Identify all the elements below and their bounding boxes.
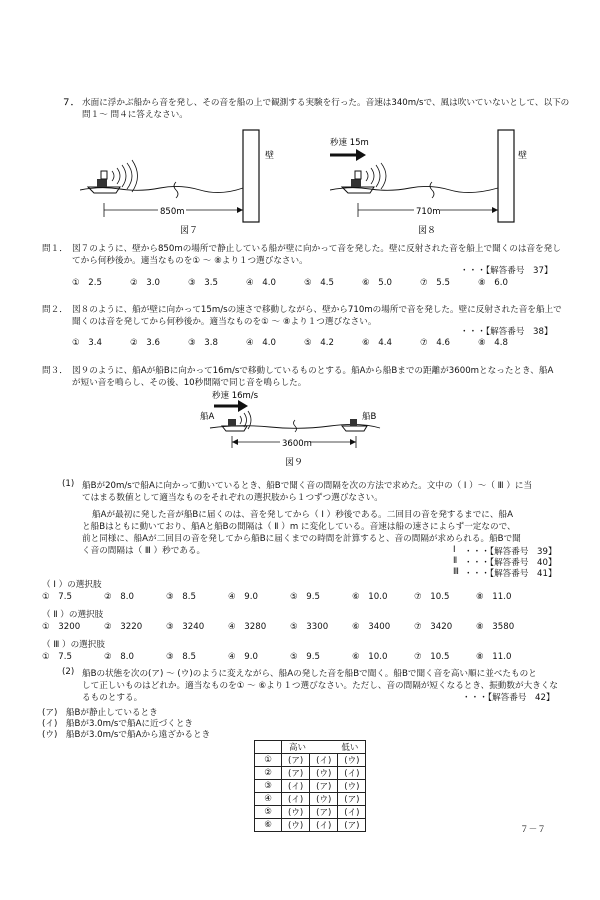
opt1-choice[interactable]: ⑥ 10.0 [352, 592, 388, 602]
opt1-choice[interactable]: ③ 8.5 [166, 592, 196, 602]
table-row[interactable] [255, 754, 366, 767]
table-cell: (イ) [282, 793, 310, 806]
opt3-choice[interactable]: ⑧ 11.0 [476, 652, 512, 662]
fig7-wall-label: 壁 [265, 151, 275, 161]
sub1-line2: てはまる数値として適当なものをそれぞれの選択肢から１つずつ選びなさい。 [82, 493, 383, 503]
q1-choices [72, 276, 562, 288]
table-cell: (ウ) [282, 806, 310, 819]
figure-7 [80, 125, 290, 235]
sub1-box-line3: 前と同様に、船Aが二回目の音を発してから船Bに届くまでの時間を計算すると、音の間隔が求められる。船Bで聞 [82, 534, 521, 544]
opt3-title: （ Ⅲ ）の選択肢 [42, 640, 105, 650]
sub2-label: (2) [62, 667, 75, 677]
q1-choice[interactable]: ⑧ 6.0 [478, 278, 508, 288]
fig8-wall-label: 壁 [518, 151, 528, 161]
table-cell: (ア) [338, 793, 366, 806]
ans1-label: Ⅰ [453, 545, 456, 555]
opt1-choice[interactable]: ① 7.5 [42, 592, 72, 602]
fig9-speed-label: 秒速 16m/s [212, 391, 259, 401]
q1-choice[interactable]: ④ 4.0 [246, 278, 276, 288]
q1-choice[interactable]: ① 2.5 [72, 278, 102, 288]
q2-choice[interactable]: ① 3.4 [72, 338, 102, 348]
opt3-choice[interactable]: ⑤ 9.5 [290, 652, 320, 662]
q1-choice[interactable]: ② 3.0 [130, 278, 160, 288]
q2-choice[interactable]: ④ 4.0 [246, 338, 276, 348]
opt2-choice[interactable]: ① 3200 [42, 622, 81, 632]
opt1-choice[interactable]: ② 8.0 [104, 592, 134, 602]
q1-line2: てから何秒後か。適当なものを① ～ ⑧より１つ選びなさい。 [72, 256, 308, 266]
opt1-choice[interactable]: ⑧ 11.0 [476, 592, 512, 602]
opt2-choice[interactable]: ③ 3240 [166, 622, 205, 632]
opt2-choices [42, 620, 562, 632]
table-row[interactable] [255, 767, 366, 780]
fig9-ship-b-label: 船B [362, 412, 377, 422]
fig8-speed-label: 秒速 15m [330, 138, 369, 148]
sub1-box-line4: く音の間隔は（ Ⅲ ）秒である。 [82, 546, 206, 556]
opt3-choice[interactable]: ⑥ 10.0 [352, 652, 388, 662]
q3-line1: 図９のように、船Aが船Bに向かって16m/sで移動しているものとする。船Aから船Bまでの距離が3600mとなったとき、船A [72, 366, 554, 376]
table-cell: ⑥ [255, 819, 282, 832]
q3-label: 問３． [42, 366, 68, 376]
fig7-distance-label: 850m [160, 207, 185, 217]
table-header-blank [255, 741, 282, 754]
sub1-box-line2: と船Bはともに動いており、船Aと船Bの間隔は（ Ⅱ ）m に変化している。音速は船の速さによらず一定なので、 [82, 522, 516, 532]
sub2-line1: 船Bの状態を次の(ア) ～ (ウ)のように変えながら、船Aの発した音を船Bで聞く。船Bで聞く音を高い順に並べたものと [82, 669, 537, 679]
sub2-line3: るものとする。 [82, 693, 143, 703]
opt1-choice[interactable]: ⑤ 9.5 [290, 592, 320, 602]
sub1-box-line1: 船Aが最初に発した音が船Bに届くのは、音を発してから（ Ⅰ ）秒後である。二回目の音を発するまでに、船A [92, 510, 513, 520]
table-row[interactable] [255, 780, 366, 793]
table-row[interactable] [255, 806, 366, 819]
q2-choice[interactable]: ⑦ 4.6 [420, 338, 450, 348]
q2-choice[interactable]: ⑥ 4.4 [362, 338, 392, 348]
opt3-choice[interactable]: ③ 8.5 [166, 652, 196, 662]
opt1-title: （ Ⅰ ）の選択肢 [42, 580, 102, 590]
q1-choice[interactable]: ⑤ 4.5 [304, 278, 334, 288]
table-cell: (イ) [338, 806, 366, 819]
table-cell: (ア) [282, 767, 310, 780]
q2-choice[interactable]: ② 3.6 [130, 338, 160, 348]
table-cell: (ア) [310, 780, 338, 793]
q1-label: 問１． [42, 244, 68, 254]
table-header-high: 高い [288, 743, 306, 753]
table-cell: (ウ) [338, 780, 366, 793]
q1-choice[interactable]: ③ 3.5 [188, 278, 218, 288]
table-header-low: 低い [341, 743, 359, 753]
opt2-choice[interactable]: ④ 3280 [228, 622, 267, 632]
table-cell: (イ) [338, 767, 366, 780]
problem-intro-line2: 問１～ 問４に答えなさい。 [82, 110, 188, 120]
opt2-choice[interactable]: ⑦ 3420 [414, 622, 453, 632]
q2-choice[interactable]: ⑧ 4.8 [478, 338, 508, 348]
table-cell: (イ) [310, 754, 338, 767]
q2-choice[interactable]: ③ 3.8 [188, 338, 218, 348]
opt3-choice[interactable]: ④ 9.0 [228, 652, 258, 662]
q3-line2: が短い音を鳴らし、その後、10秒間隔で同じ音を鳴らした。 [72, 378, 307, 388]
figure-8 [330, 125, 540, 235]
sub2-item-b: (イ) 船Bが3.0m/sで船Aに近づくとき [42, 719, 194, 729]
table-cell: ⑤ [255, 806, 282, 819]
fig9-ship-a-label: 船A [200, 412, 215, 422]
table-cell: ① [255, 754, 282, 767]
table-header-row [255, 741, 366, 754]
q2-answer-number: ・・・【解答番号 38】 [460, 327, 553, 337]
table-row[interactable] [255, 819, 366, 832]
q2-choices [72, 336, 562, 348]
ans3-label: Ⅲ [453, 567, 459, 577]
table-cell: (ウ) [282, 819, 310, 832]
fig7-caption: 図７ [180, 226, 199, 235]
ans2-number: ・・・【解答番号 40】 [464, 558, 557, 568]
opt1-choice[interactable]: ④ 9.0 [228, 592, 258, 602]
opt2-title: （ Ⅱ ）の選択肢 [42, 610, 104, 620]
q1-choice[interactable]: ⑥ 5.0 [362, 278, 392, 288]
opt2-choice[interactable]: ⑥ 3400 [352, 622, 391, 632]
sub1-label: (1) [62, 479, 75, 489]
order-table-container [254, 740, 366, 832]
sub2-line2: して正しいものはどれか。適当なものを① ～ ⑥より１つ選びなさい。ただし、音の間隔が短くなるとき、振動数が大きくな [82, 681, 558, 691]
sub2-item-a: (ア) 船Bが静止しているとき [42, 708, 158, 718]
table-cell: (ア) [338, 819, 366, 832]
opt3-choice[interactable]: ① 7.5 [42, 652, 72, 662]
table-row[interactable] [255, 793, 366, 806]
table-cell: (イ) [282, 780, 310, 793]
q2-label: 問２． [42, 305, 68, 315]
fig8-caption: 図８ [418, 226, 437, 235]
opt3-choice[interactable]: ⑦ 10.5 [414, 652, 450, 662]
fig9-caption: 図９ [285, 458, 304, 468]
q2-line2: 聞くのは音を発してから何秒後か。適当なものを① ～ ⑧より１つ選びなさい。 [72, 317, 377, 327]
problem-number: ７． [62, 98, 80, 108]
opt3-choice[interactable]: ② 8.0 [104, 652, 134, 662]
opt3-choices [42, 650, 562, 662]
q1-line1: 図７のように、壁から850mの場所で静止している船が壁に向かって音を発した。壁に反射された音を船上で聞くのは音を発し [72, 244, 561, 254]
table-cell: ③ [255, 780, 282, 793]
table-cell: (ウ) [310, 793, 338, 806]
fig8-distance-label: 710m [416, 207, 441, 217]
q1-answer-number: ・・・【解答番号 37】 [460, 266, 553, 276]
table-header-order [282, 741, 366, 754]
opt1-choice[interactable]: ⑦ 10.5 [414, 592, 450, 602]
table-cell: (ウ) [338, 754, 366, 767]
ans3-number: ・・・【解答番号 41】 [464, 569, 557, 579]
page-number: ７－７ [520, 825, 546, 835]
sub1-line1: 船Bが20m/sで船Aに向かって動いているとき、船Bで聞く音の間隔を次の方法で求めた。文中の（ Ⅰ ）～（ Ⅲ ）に当 [82, 481, 533, 491]
table-cell: (ア) [282, 754, 310, 767]
q2-line1: 図８のように、船が壁に向かって15m/sの速さで移動しながら、壁から710mの場所で音を発した。壁に反射された音を船上で [72, 305, 562, 315]
fig9-distance-label: 3600m [282, 439, 312, 449]
order-table [254, 740, 366, 832]
sub2-answer-number: ・・・【解答番号 42】 [462, 693, 555, 703]
figure-9 [200, 386, 390, 468]
opt2-choice[interactable]: ② 3220 [104, 622, 143, 632]
opt1-choices [42, 590, 562, 602]
opt2-choice[interactable]: ⑤ 3300 [290, 622, 329, 632]
q2-choice[interactable]: ⑤ 4.2 [304, 338, 334, 348]
table-cell: (ア) [310, 806, 338, 819]
ans1-number: ・・・【解答番号 39】 [464, 547, 557, 557]
q1-choice[interactable]: ⑦ 5.5 [420, 278, 450, 288]
table-cell: (イ) [310, 819, 338, 832]
problem-intro-line1: 水面に浮かぶ船から音を発し、その音を船の上で観測する実験を行った。音速は340m/sで、風は吹いていないとして、以下の [82, 98, 570, 108]
opt2-choice[interactable]: ⑧ 3580 [476, 622, 515, 632]
sub2-item-c: (ウ) 船Bが3.0m/sで船Aから遠ざかるとき [42, 730, 211, 740]
table-cell: ② [255, 767, 282, 780]
table-cell: (ウ) [310, 767, 338, 780]
ans2-label: Ⅱ [453, 556, 458, 566]
table-cell: ④ [255, 793, 282, 806]
